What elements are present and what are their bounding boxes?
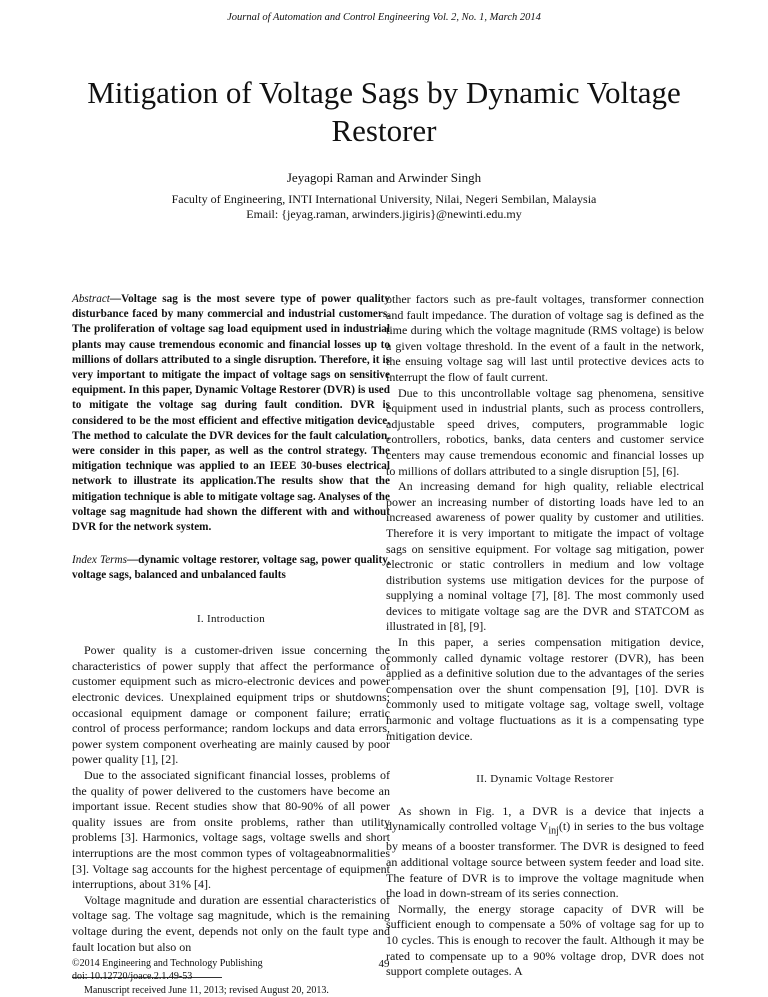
doi: doi: 10.12720/joace.2.1.49-53 — [72, 971, 193, 982]
affiliation-line: Faculty of Engineering, INTI International University, Nilai, Negeri Sembilan, Malaysia — [171, 192, 597, 206]
page-number: 49 — [378, 958, 390, 970]
paragraph: In this paper, a series compensation mitigation device, commonly called dynamic voltage restorer (DVR), has been applied as a definitive solution due to the advantages of the series compensation over the shunt compensation [9], [10]. DVR is commonly used to mitigate voltage sag, voltage swell, voltage harmonic and voltage fluctuations as it is a compensating type mitigation device. — [386, 635, 704, 743]
copyright: ©2014 Engineering and Technology Publishing — [72, 958, 263, 969]
paper-affiliation — [0, 192, 768, 222]
subscript: inj — [548, 825, 559, 837]
section-heading-dvr: II. Dynamic Voltage Restorer — [476, 773, 614, 786]
paragraph: Normally, the energy storage capacity of DVR will be sufficient enough to compensate a 50% of voltage sag for up to 10 cycles. This is enough to recover the fault. Although it may be rated to compensate up to a 90% voltage drop, DVR does not support complete outages. A — [386, 901, 704, 979]
email-line: Email: {jeyag.raman, arwinders.jigiris}@newinti.edu.my — [246, 207, 522, 221]
paragraph — [386, 804, 704, 902]
index-terms-label: Index Terms — [72, 554, 127, 567]
paper-authors: Jeyagopi Raman and Arwinder Singh — [286, 170, 482, 185]
paragraph: Power quality is a customer-driven issue concerning the characteristics of power supply that affect the performance of customer equipment such as micro-electronic devices and power electronic devices. Unexplained equipment trips or shutdowns; occasional equipment damage or component failure; erratic control of process performance; random lockups and data errors, power system component overheating are mainly caused by poor power quality [1], [2]. — [72, 643, 390, 767]
index-terms-dash: — — [126, 554, 139, 567]
abstract-dash: — — [109, 293, 122, 305]
paragraph: Due to the associated significant financial losses, problems of the quality of power delivered to the customers have become an important issue. Recent studies show that 80-90% of all power quality issues are from onsite problems, rather than utility problems [3]. Harmonics, voltage sags, voltage swells and short interruptions are the most common types of voltageabnormalities [3]. Voltage sag accounts for the highest percentage of equipment interruptions, about 31% [4]. — [72, 768, 390, 892]
paragraph: Due to this uncontrollable voltage sag phenomena, sensitive equipment used in industrial plants, such as process controllers, adjustable speed drives, computers, programmable logic controllers, robotics, banks, data centers and customer service centers may cause tremendous economic and financial losses up to millions of dollars attributed to a single disruption [5], [6]. — [386, 385, 704, 478]
abstract-text: Voltage sag is the most severe type of power quality disturbance faced by many commercial and industrial customers. The proliferation of voltage sag load equipment used in industrial plants may cause tremendous economic and financial losses up to millions of dollars attributed to a single disruption. Therefore, it is very important to mitigate the impact of voltage sags on sensitive equipment. In this paper, Dynamic Voltage Restorer (DVR) is used to mitigate the voltage sag during fault condition. DVR is considered to be the most efficient and effective mitigation device. The method to calculate the DVR devices for the fault calculation, were consider in this paper, as well as the control strategy. The mitigation technique was applied to an IEEE 30-buses electrical network to illustrate its application.The results show that the mitigation technique is able to mitigate voltage sag. Analyses of the voltage sag magnitude had shown the different with and without DVR for the network system. — [72, 293, 390, 534]
footnote: Manuscript received June 11, 2013; revised August 20, 2013. — [84, 985, 329, 997]
left-column — [72, 292, 390, 997]
text-fragment: As shown in Fig. 1, a DVR is a device that injects a dynamically controlled voltage V — [386, 803, 704, 834]
right-column — [386, 292, 704, 980]
abstract — [72, 292, 390, 535]
paragraph: An increasing demand for high quality, reliable electrical power an increasing number of distorting loads have led to an increased awareness of power quality by customer and utilities. Therefore it is very important to mitigate the impact of voltage sags on sensitive equipment. For voltage sag mitigation, power electronic or static controllers in medium and low voltage distribution systems use mitigation devices for the purpose of supplying a nominal voltage [7], [8]. The most commonly used devices to mitigate voltage sag are the DVR and STATCOM as illustrated in [8], [9]. — [386, 479, 704, 634]
index-terms — [72, 553, 390, 583]
paper-title: Mitigation of Voltage Sags by Dynamic Voltage Restorer — [87, 75, 681, 148]
section-heading-introduction: I. Introduction — [196, 612, 266, 625]
text-fragment: (t) in series to the bus voltage by means of a booster transformer. The DVR is designed to feed an additional voltage source between system feeder and load site. The feature of DVR is to improve the voltage magnitude when the load in down-stream of its series connection. — [386, 819, 704, 901]
paragraph: Voltage magnitude and duration are essential characteristics of voltage sag. The voltage sag magnitude, which is the remaining voltage during the event, depends not only on the fault type and fault location but also on — [72, 892, 390, 954]
index-terms-text: dynamic voltage restorer, voltage sag, power quality, voltage sags, balanced and unbalanced faults — [72, 554, 391, 582]
journal-header: Journal of Automation and Control Engineering Vol. 2, No. 1, March 2014 — [227, 12, 541, 23]
abstract-label: Abstract — [72, 293, 110, 305]
paragraph: other factors such as pre-fault voltages, transformer connection and fault impedance. The duration of voltage sag is defined as the time during which the voltage magnitude (RMS voltage) is below a given voltage threshold. In the event of a fault in the network, the ensuing voltage sag will last until protective devices acts to interrupt the flow of fault current. — [386, 292, 704, 384]
